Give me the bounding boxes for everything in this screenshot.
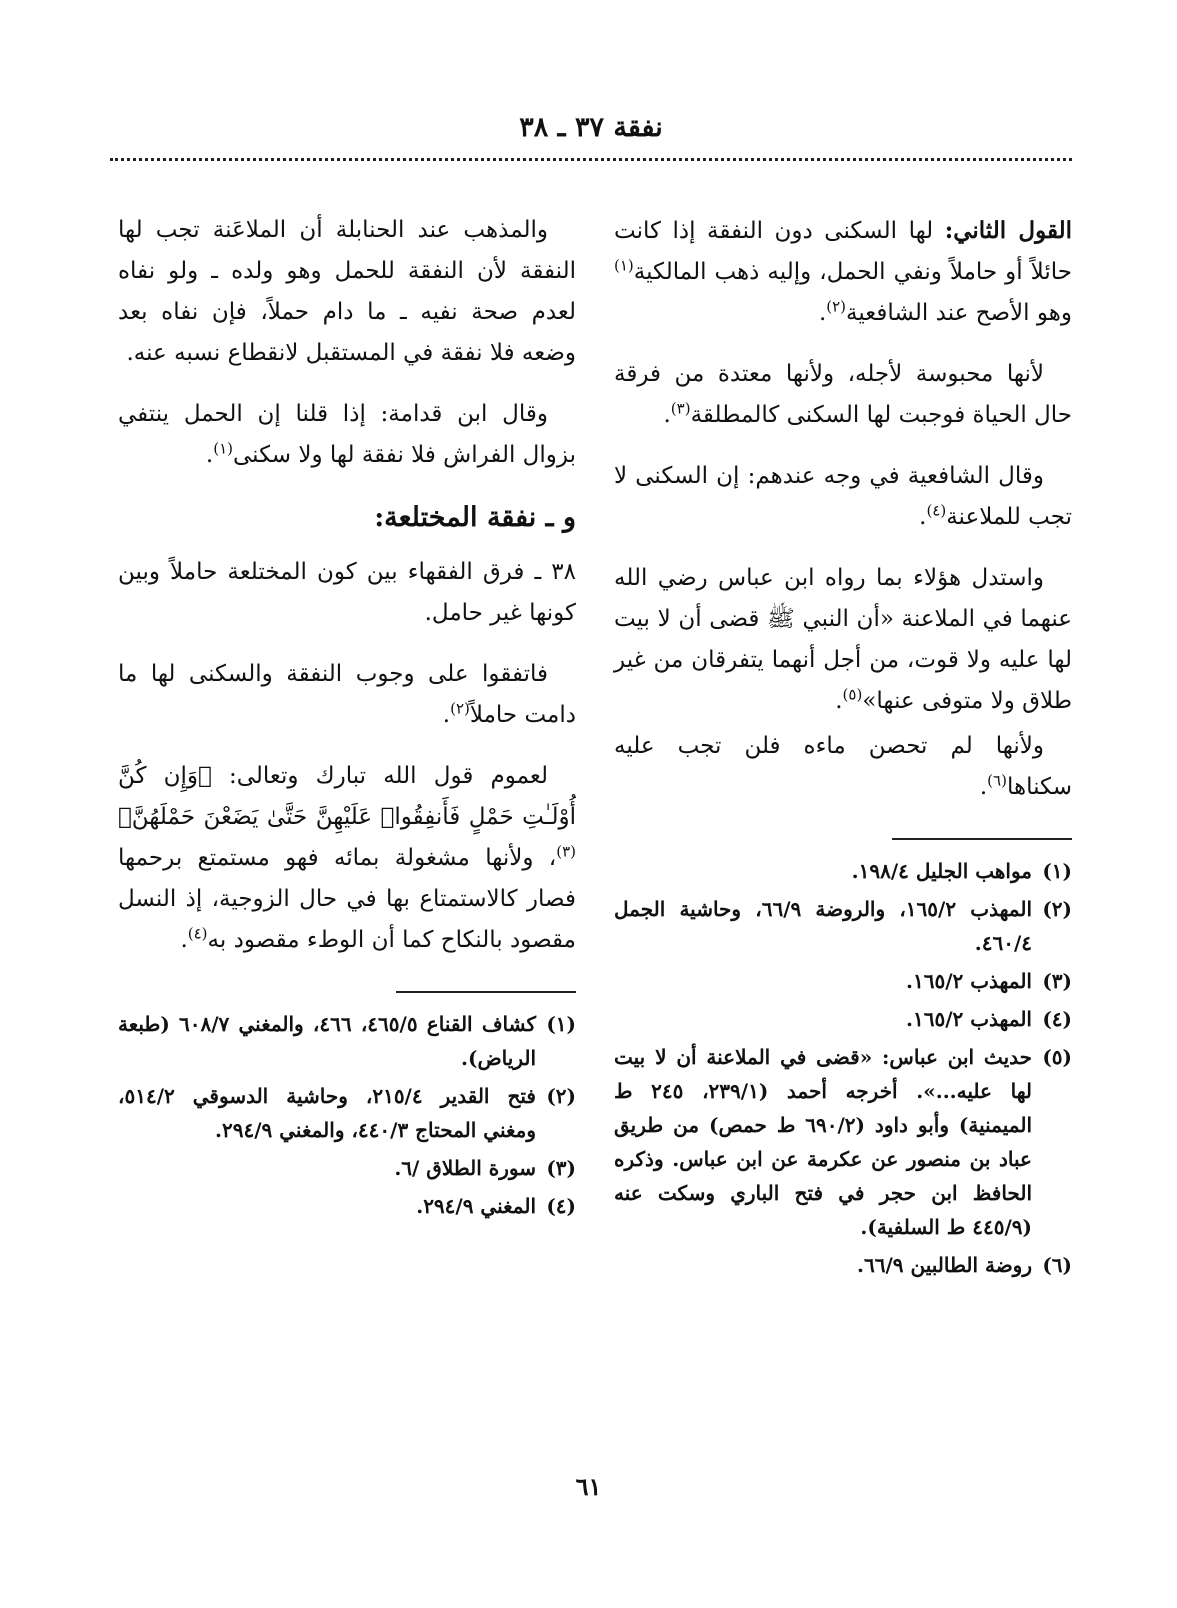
footnote [118,1189,576,1223]
footnote [614,854,1072,888]
footnote-number: (٢) [546,1084,576,1108]
paragraph-numbered-38: ٣٨ ـ فرق الفقهاء بين كون المختلعة حاملاً وبين كونها غير حامل. [118,559,576,626]
header-dotted-rule [110,158,1072,161]
footnote [614,1040,1072,1244]
paragraph-second-opinion [614,210,1072,334]
left-column [118,210,576,1227]
footnote-number: (٣) [1042,969,1072,993]
footnote-text: فتح القدير ٢١٥/٤، وحاشية الدسوقي ٥١٤/٢، ومغني المحتاج ٤٤٠/٣، والمغني ٢٩٤/٩. [118,1084,536,1142]
footnote-text: المغني ٢٩٤/٩. [416,1194,536,1218]
footnote-text: سورة الطلاق /٦. [394,1156,536,1180]
footnote-separator [396,991,576,993]
footnote [118,1007,576,1075]
paragraph-ibn-qudama [118,394,576,476]
paragraph-housing [614,726,1072,808]
footnote-text: كشاف القناع ٤٦٥/٥، ٤٦٦، والمغني ٦٠٨/٧ (طبعة الرياض). [118,1012,537,1070]
page-number: ٦١ [575,1472,602,1501]
paragraph-text: لعموم قول الله تبارك وتعالى: [211,763,548,789]
footnote-number: (١) [546,1012,576,1036]
footnote-ref: (٤) [187,924,208,943]
paragraph-hanbali-view: والمذهب عند الحنابلة أن الملاعَنة تجب لها النفقة لأن النفقة للحمل وهو ولده ـ ولو نفاه لعدم صحة نفيه ـ ما دام حملاً، فإن نفاه بعد وضعه فلا نفقة في المستقبل لانقطاع نسبه عنه. [118,217,576,366]
paragraph-text: . [919,504,927,530]
footnote [118,1079,576,1147]
paragraph-text: . [663,402,671,428]
footnote-text: حديث ابن عباس: «قضى في الملاعنة أن لا بيت لها عليه...». أخرجه أحمد (٢٣٩/١، ٢٤٥ ط الميمنية) وأبو داود (٦٩٠/٢ ط حمص) من طريق عباد بن منصور عن عكرمة عن ابن عباس. وذكره الحافظ ابن حجر في فتح الباري وسكت عنه (٤٤٥/٩ ط السلفية). [614,1045,1033,1239]
paragraph-lead: القول الثاني: [944,217,1073,244]
paragraph-text: وهو الأصح عند الشافعية [846,300,1072,326]
footnote-ref: (٦) [987,771,1007,790]
paragraph-text: فاتفقوا على وجوب النفقة والسكنى لها ما دامت حاملاً [118,661,576,728]
paragraph-text: . [180,927,188,953]
right-column [614,210,1072,1286]
footnote-ref: (٢) [450,699,470,718]
footnote [118,1151,576,1185]
footnote-ref: (٣) [556,842,576,861]
quran-verse: ﴿وَإِن كُنَّ أُوْلَـٰتِ حَمْلٍ فَأَنفِقُوا۟ عَلَيْهِنَّ حَتَّىٰ يَضَعْنَ حَمْلَهُنَّ﴾ [118,763,576,830]
footnote-number: (٥) [1042,1045,1072,1069]
paragraph-text: وقال ابن قدامة: إذا قلنا إن الحمل ينتفي بزوال الفراش فلا نفقة لها ولا سكنى [118,401,576,468]
paragraph-text: . [442,702,451,728]
paragraph-text: ، ولأنها مشغولة بمائه فهو مستمتع برحمها فصار كالاستمتاع بها في حال الزوجية، إذ النسل مقصود بالنكاح كما أن الوطء مقصود به [118,845,576,953]
footnote-number: (٤) [1042,1007,1072,1031]
footnote-number: (٤) [546,1194,576,1218]
footnote [614,1248,1072,1282]
footnote-number: (٦) [1042,1253,1072,1277]
footnote-number: (٢) [1042,897,1072,921]
footnote-text: المهذب ١٦٥/٢، والروضة ٦٦/٩، وحاشية الجمل ٤٦٠/٤. [614,897,1032,955]
footnote [614,964,1072,998]
paragraph-quran-evidence [118,756,576,961]
paragraph-text: واستدل هؤلاء بما رواه ابن عباس رضي الله عنهما في الملاعنة «أن النبي ﷺ قضى أن لا بيت لها عليه ولا قوت، من أجل أنهما يتفرقان من غير طلاق ولا متوفى عنها» [614,565,1072,714]
footnote-text: المهذب ١٦٥/٢. [906,969,1032,993]
running-header: نفقة ٣٧ ـ ٣٨ [519,112,663,143]
footnote-ref: (١) [213,439,233,458]
footnote-separator [892,838,1072,840]
paragraph-shafii-view [614,456,1072,538]
paragraph-text: لها السكنى دون النفقة إذا كانت حائلاً أو حاملاً ونفي الحمل، وإليه ذهب المالكية [614,218,1072,285]
footnote [614,1002,1072,1036]
footnote [614,892,1072,960]
footnote-ref: (٤) [926,501,947,520]
footnote-ref: (٢) [826,297,847,316]
footnote-text: المهذب ١٦٥/٢. [906,1007,1032,1031]
footnote-ref: (١) [614,256,634,275]
footnote-number: (٣) [546,1156,576,1180]
footnote-number: (١) [1042,859,1072,883]
paragraph-text: . [835,688,843,714]
paragraph-text: لأنها محبوسة لأجله، ولأنها معتدة من فرقة حال الحياة فوجبت لها السكنى كالمطلقة [614,361,1072,428]
paragraph-agreement [118,654,576,736]
paragraph-evidence [614,558,1072,722]
paragraph-text: وقال الشافعية في وجه عندهم: إن السكنى لا تجب للملاعنة [614,463,1072,530]
paragraph-text: . [979,774,988,800]
footnote-ref: (٥) [842,685,863,704]
paragraph-text: . [205,442,214,468]
paragraph-reason [614,354,1072,436]
paragraph-text: ولأنها لم تحصن ماءه فلن تجب عليه سكناها [614,733,1072,800]
footnote-text: مواهب الجليل ١٩٨/٤. [851,859,1032,883]
footnote-text: روضة الطالبين ٦٦/٩. [857,1253,1032,1277]
paragraph-text: . [818,300,827,326]
footnote-ref: (٣) [670,399,691,418]
section-heading: و ـ نفقة المختلعة: [374,502,576,533]
